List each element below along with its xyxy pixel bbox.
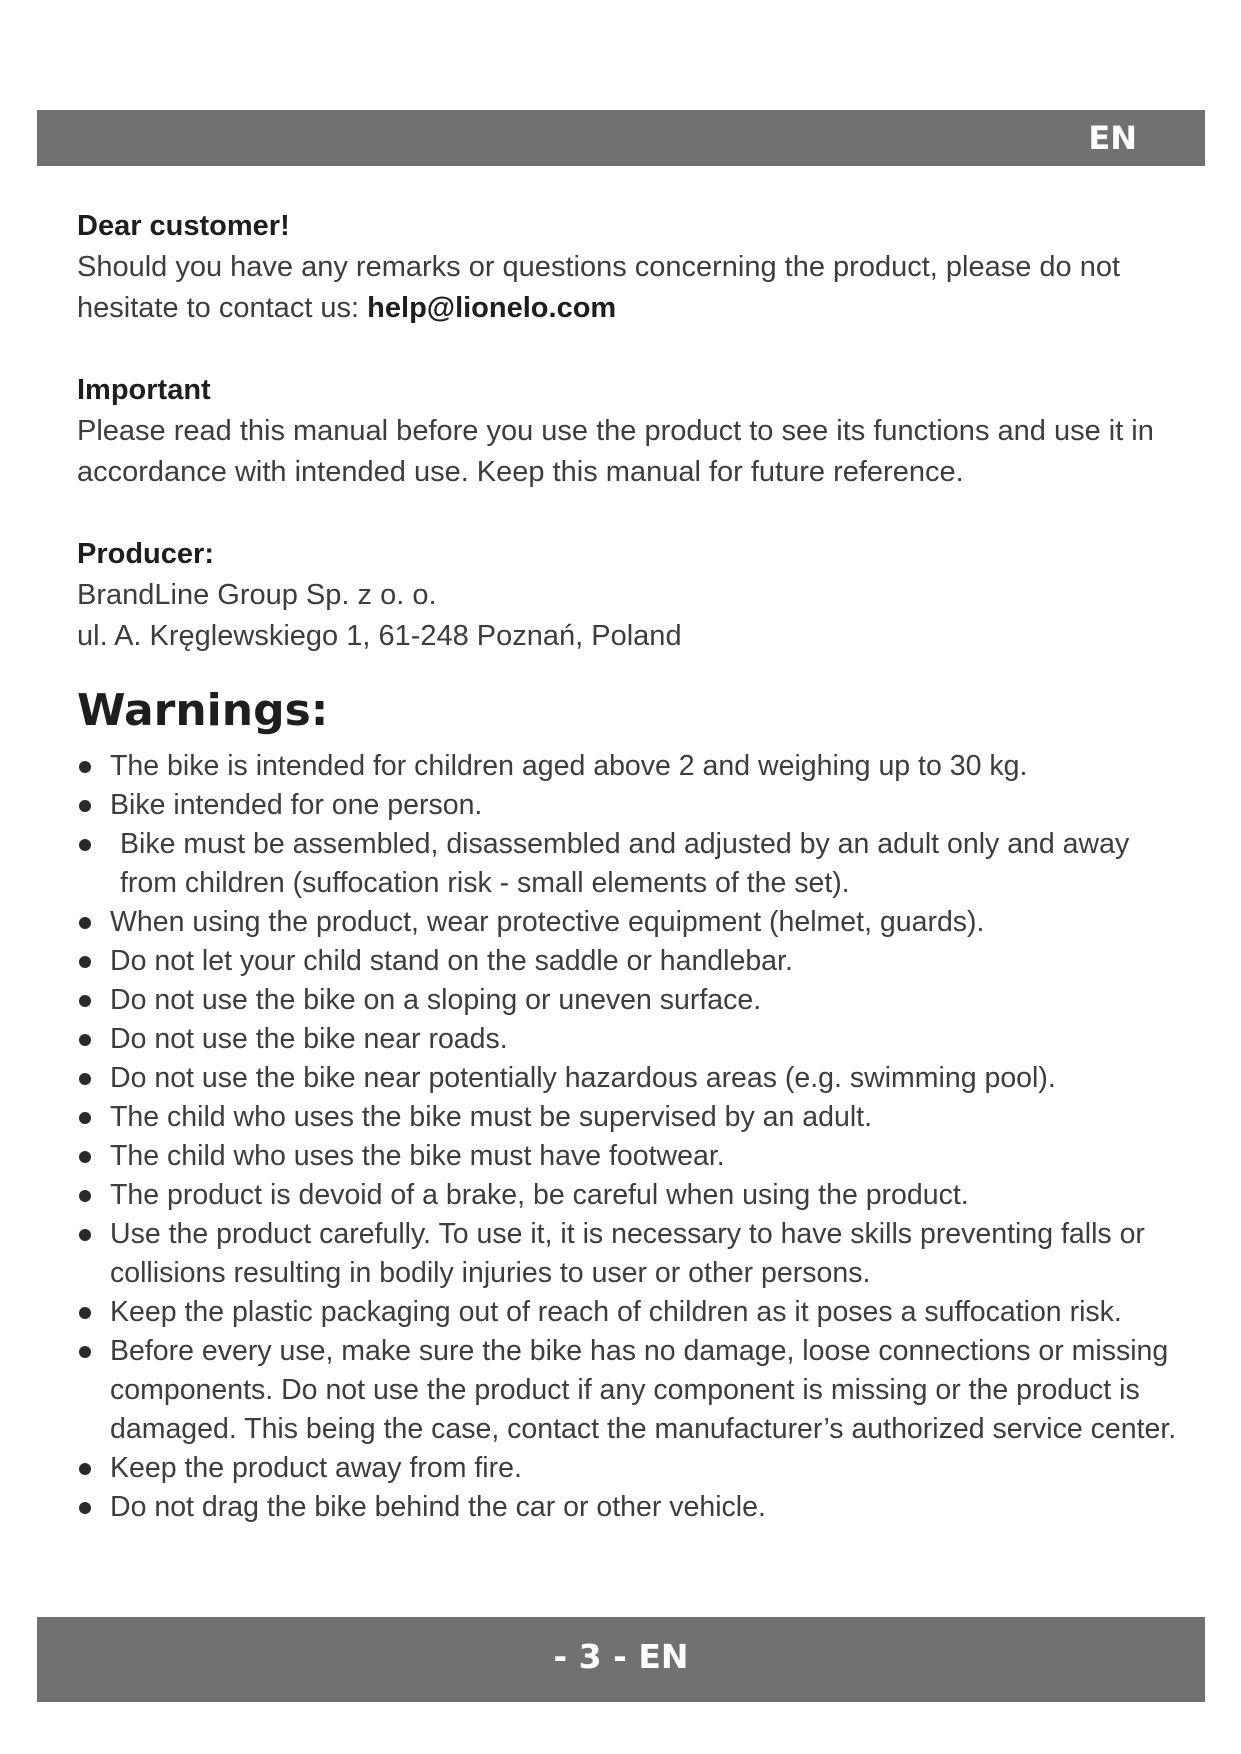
- warning-item: [77, 1176, 1177, 1215]
- bullet-icon: [79, 1190, 91, 1202]
- bullet-icon: [79, 1112, 91, 1124]
- language-label: EN: [1088, 119, 1137, 157]
- bullet-icon: [79, 1307, 91, 1319]
- warning-item: [77, 1449, 1177, 1488]
- important-heading: Important: [77, 374, 211, 406]
- bullet-icon: [79, 800, 91, 812]
- bullet-icon: [79, 1463, 91, 1475]
- bullet-icon: [79, 1073, 91, 1085]
- warning-text: Bike intended for one person.: [110, 789, 483, 821]
- contact-heading: Dear customer!: [77, 210, 290, 242]
- producer-section: [77, 533, 1177, 657]
- warning-item: [77, 1098, 1177, 1137]
- warning-item: [77, 942, 1177, 981]
- warning-item: [77, 825, 1177, 903]
- warning-text: Before every use, make sure the bike has no damage, loose connections or missing components. Do not use the product if any component is missing or the product is damaged. This being the case, contact the manufacturer’s authorized service center.: [110, 1335, 1177, 1445]
- bullet-icon: [79, 917, 91, 929]
- contact-text: [77, 247, 1177, 329]
- warning-text: Keep the plastic packaging out of reach of children as it poses a suffocation risk.: [110, 1296, 1122, 1328]
- warning-item: [77, 1332, 1177, 1449]
- important-section: [77, 369, 1177, 493]
- bullet-icon: [79, 1151, 91, 1163]
- warning-text: Do not use the bike near potentially hazardous areas (e.g. swimming pool).: [110, 1062, 1056, 1094]
- warning-item: [77, 903, 1177, 942]
- warning-text: Keep the product away from fire.: [110, 1452, 522, 1484]
- warning-text: Bike must be assembled, disassembled and adjusted by an adult only and away from children (suffocation risk - small elements of the set).: [120, 828, 1130, 899]
- page-content: [77, 205, 1177, 1527]
- warning-item: [77, 981, 1177, 1020]
- bullet-icon: [79, 1346, 91, 1358]
- warning-item: [77, 1059, 1177, 1098]
- warning-text: The child who uses the bike must have footwear.: [110, 1140, 725, 1172]
- warning-text: Do not use the bike near roads.: [110, 1023, 508, 1055]
- bullet-icon: [79, 761, 91, 773]
- important-text: Please read this manual before you use the product to see its functions and use it in accordance with intended use. Keep this manual for future reference.: [77, 415, 1154, 488]
- warning-text: Do not drag the bike behind the car or other vehicle.: [110, 1491, 766, 1523]
- header-band: [37, 110, 1205, 166]
- warning-item: [77, 1215, 1177, 1293]
- contact-section: [77, 205, 1177, 329]
- warning-text: The child who uses the bike must be supervised by an adult.: [110, 1101, 873, 1133]
- page-number: - 3 - EN: [553, 1637, 689, 1676]
- warning-text: Do not let your child stand on the saddle or handlebar.: [110, 945, 793, 977]
- warning-item: [77, 747, 1177, 786]
- warning-text: Do not use the bike on a sloping or uneven surface.: [110, 984, 762, 1016]
- warning-item: [77, 1293, 1177, 1332]
- warning-text: The bike is intended for children aged above 2 and weighing up to 30 kg.: [110, 750, 1028, 782]
- warning-item: [77, 1020, 1177, 1059]
- warnings-list: [77, 747, 1177, 1527]
- producer-heading: Producer:: [77, 538, 214, 570]
- bullet-icon: [79, 995, 91, 1007]
- contact-body: Should you have any remarks or questions concerning the product, please do not hesitate to contact us:: [77, 251, 1121, 324]
- contact-email[interactable]: help@lionelo.com: [367, 292, 617, 324]
- footer-band: [37, 1617, 1205, 1702]
- warning-text: When using the product, wear protective equipment (helmet, guards).: [110, 906, 985, 938]
- bullet-icon: [79, 1502, 91, 1514]
- bullet-icon: [79, 1034, 91, 1046]
- bullet-icon: [79, 956, 91, 968]
- producer-address: ul. A. Kręglewskiego 1, 61-248 Poznań, Poland: [77, 620, 682, 652]
- warning-item: [77, 1488, 1177, 1527]
- warning-text: The product is devoid of a brake, be careful when using the product.: [110, 1179, 969, 1211]
- bullet-icon: [79, 839, 91, 851]
- warning-item: [77, 1137, 1177, 1176]
- warning-item: [77, 786, 1177, 825]
- bullet-icon: [79, 1229, 91, 1241]
- warnings-title: Warnings:: [77, 685, 329, 736]
- producer-name: BrandLine Group Sp. z o. o.: [77, 579, 437, 611]
- warning-text: Use the product carefully. To use it, it is necessary to have skills preventing falls or collisions resulting in bodily injuries to user or other persons.: [110, 1218, 1145, 1289]
